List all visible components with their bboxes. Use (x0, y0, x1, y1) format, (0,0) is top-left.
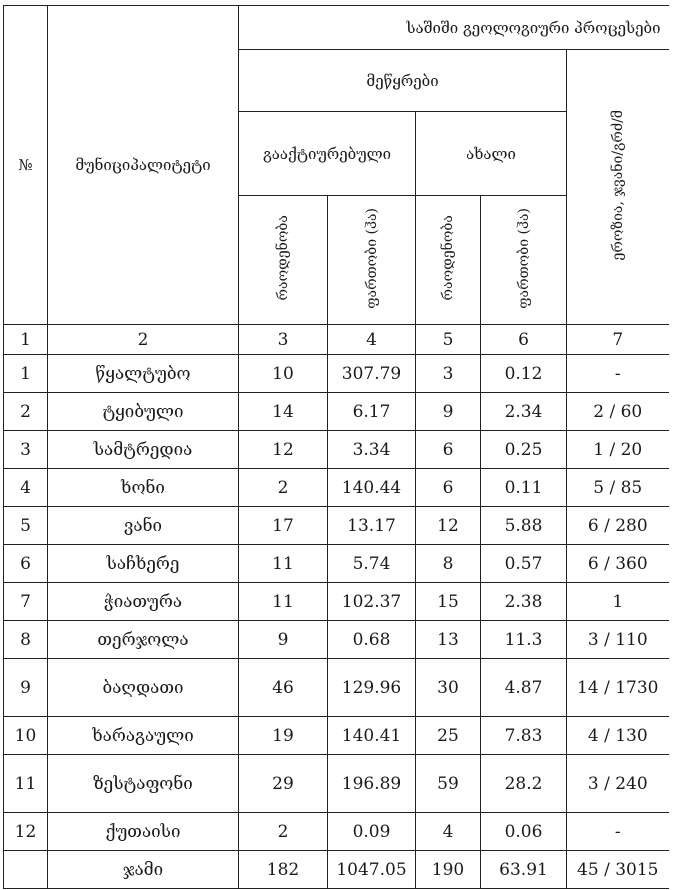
cell-name: თერჯოლა (48, 621, 239, 659)
cell-an: 11.3 (481, 621, 567, 659)
cell-name: ქუთაისი (48, 813, 239, 851)
cell-qa: 182 (239, 851, 328, 889)
cell-name: ხონი (48, 469, 239, 507)
cell-an: 0.12 (481, 355, 567, 393)
cell-name: ზესტაფონი (48, 755, 239, 813)
header-erosion-label: ეროზია, ჯვანი/გრძ/მ (609, 109, 626, 261)
col-number: 4 (328, 325, 416, 355)
col-number: 3 (239, 325, 328, 355)
table-row (4, 813, 669, 851)
cell-aa: 129.96 (328, 659, 416, 717)
cell-qn: 25 (416, 717, 481, 755)
cell-qa: 2 (239, 813, 328, 851)
cell-an: 2.34 (481, 393, 567, 431)
table-row (4, 659, 669, 717)
table-row (4, 507, 669, 545)
cell-qn: 9 (416, 393, 481, 431)
col-number: 2 (48, 325, 239, 355)
cell-aa: 0.09 (328, 813, 416, 851)
cell-qa: 17 (239, 507, 328, 545)
cell-qa: 10 (239, 355, 328, 393)
cell-name: ჭიათურა (48, 583, 239, 621)
header-new: ახალი (416, 112, 567, 196)
header-group-title: საშიში გეოლოგიური პროცესები (239, 6, 669, 50)
cell-er: 6 / 280 (567, 507, 669, 545)
header-municipality: მუნიციპალიტეტი (48, 6, 239, 325)
cell-er: 6 / 360 (567, 545, 669, 583)
geological-processes-table (3, 5, 669, 889)
cell-qn: 8 (416, 545, 481, 583)
header-number: № (4, 6, 48, 325)
header-area-new-label: ფართობი (ჰა) (515, 207, 532, 309)
cell-qn: 4 (416, 813, 481, 851)
cell-name: საჩხერე (48, 545, 239, 583)
cell-aa: 307.79 (328, 355, 416, 393)
cell-an: 5.88 (481, 507, 567, 545)
cell-qn: 30 (416, 659, 481, 717)
cell-an: 0.11 (481, 469, 567, 507)
cell-aa: 196.89 (328, 755, 416, 813)
cell-qn: 15 (416, 583, 481, 621)
cell-n: 6 (4, 545, 48, 583)
cell-n (4, 851, 48, 889)
cell-name: ჯამი (48, 851, 239, 889)
header-area-activated-label: ფართობი (ჰა) (363, 207, 380, 309)
cell-an: 7.83 (481, 717, 567, 755)
cell-er: 1 / 20 (567, 431, 669, 469)
column-number-row (4, 325, 669, 355)
header-quantity-new (416, 196, 481, 325)
header-quantity-new-label: რაოდენობა (440, 215, 456, 301)
col-number: 1 (4, 325, 48, 355)
cell-qa: 12 (239, 431, 328, 469)
cell-name: ხარაგაული (48, 717, 239, 755)
cell-qa: 14 (239, 393, 328, 431)
cell-an: 63.91 (481, 851, 567, 889)
cell-name: ბაღდათი (48, 659, 239, 717)
header-landslides: მეწყრები (239, 50, 567, 112)
table-row (4, 545, 669, 583)
table-row (4, 393, 669, 431)
cell-qn: 6 (416, 431, 481, 469)
header-area-new (481, 196, 567, 325)
cell-name: სამტრედია (48, 431, 239, 469)
cell-qa: 11 (239, 583, 328, 621)
cell-an: 4.87 (481, 659, 567, 717)
cell-er: 4 / 130 (567, 717, 669, 755)
cell-qn: 12 (416, 507, 481, 545)
table-row (4, 469, 669, 507)
cell-qa: 29 (239, 755, 328, 813)
header-erosion (567, 50, 669, 325)
cell-qn: 190 (416, 851, 481, 889)
cell-er: - (567, 355, 669, 393)
cell-n: 12 (4, 813, 48, 851)
cell-an: 0.06 (481, 813, 567, 851)
col-number: 7 (567, 325, 669, 355)
cell-qa: 9 (239, 621, 328, 659)
header-quantity-activated (239, 196, 328, 325)
cell-n: 9 (4, 659, 48, 717)
cell-n: 8 (4, 621, 48, 659)
cell-aa: 140.44 (328, 469, 416, 507)
cell-n: 4 (4, 469, 48, 507)
cell-name: წყალტუბო (48, 355, 239, 393)
cell-qn: 13 (416, 621, 481, 659)
cell-er: 2 / 60 (567, 393, 669, 431)
cell-er: 1 (567, 583, 669, 621)
cell-aa: 0.68 (328, 621, 416, 659)
header-activated: გააქტიურებული (239, 112, 416, 196)
cell-aa: 13.17 (328, 507, 416, 545)
cell-er: 14 / 1730 (567, 659, 669, 717)
cell-name: ვანი (48, 507, 239, 545)
table-row (4, 717, 669, 755)
cell-er: 5 / 85 (567, 469, 669, 507)
cell-n: 10 (4, 717, 48, 755)
cell-er: 3 / 110 (567, 621, 669, 659)
cell-qa: 46 (239, 659, 328, 717)
cell-aa: 6.17 (328, 393, 416, 431)
cell-aa: 140.41 (328, 717, 416, 755)
cell-qa: 2 (239, 469, 328, 507)
cell-n: 11 (4, 755, 48, 813)
cell-er: 45 / 3015 (567, 851, 669, 889)
cell-n: 2 (4, 393, 48, 431)
header-quantity-activated-label: რაოდენობა (275, 215, 291, 301)
cell-name: ტყიბული (48, 393, 239, 431)
cell-aa: 5.74 (328, 545, 416, 583)
cell-aa: 102.37 (328, 583, 416, 621)
table-row (4, 755, 669, 813)
total-row (4, 851, 669, 889)
cell-an: 0.25 (481, 431, 567, 469)
table-row (4, 355, 669, 393)
cell-n: 5 (4, 507, 48, 545)
table-row (4, 583, 669, 621)
cell-n: 1 (4, 355, 48, 393)
cell-an: 28.2 (481, 755, 567, 813)
cell-qn: 6 (416, 469, 481, 507)
cell-qa: 11 (239, 545, 328, 583)
table-row (4, 621, 669, 659)
header-area-activated (328, 196, 416, 325)
col-number: 6 (481, 325, 567, 355)
col-number: 5 (416, 325, 481, 355)
cell-qn: 3 (416, 355, 481, 393)
cell-aa: 3.34 (328, 431, 416, 469)
cell-qa: 19 (239, 717, 328, 755)
cell-n: 3 (4, 431, 48, 469)
cell-an: 0.57 (481, 545, 567, 583)
cell-an: 2.38 (481, 583, 567, 621)
cell-n: 7 (4, 583, 48, 621)
cell-er: 3 / 240 (567, 755, 669, 813)
cell-er: - (567, 813, 669, 851)
table-row (4, 431, 669, 469)
cell-aa: 1047.05 (328, 851, 416, 889)
cell-qn: 59 (416, 755, 481, 813)
